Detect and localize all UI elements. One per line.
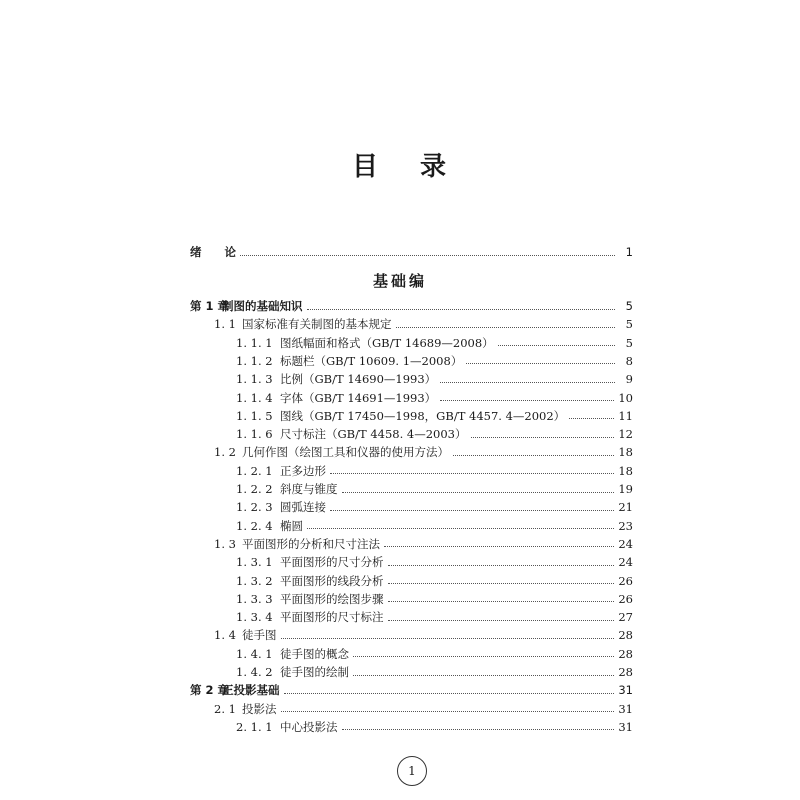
toc-entry-number: 1. 1. 4 [236,390,273,405]
toc-entry-intro[interactable] [190,243,633,261]
toc-entry-page: 21 [618,500,633,515]
toc-entry-title: 几何作图（绘图工具和仪器的使用方法） [242,445,449,460]
toc-entry-page: 24 [618,536,633,551]
toc-entry[interactable] [190,645,633,663]
toc-entry[interactable] [190,498,633,516]
leader-dots [471,437,615,438]
toc-entry[interactable] [190,370,633,388]
leader-dots [284,693,615,694]
toc-entry-page: 9 [625,372,633,387]
toc-entry-title: 斜度与锥度 [280,482,338,496]
leader-dots [388,601,615,602]
toc-entry[interactable] [190,663,633,681]
toc-entry-number: 1. 1 [214,317,236,332]
toc-entry-title: 正多边形 [280,463,326,478]
leader-dots [330,510,614,511]
toc-entry-title: 尺寸标注（GB/T 4458. 4—2003） [280,427,467,442]
toc-entry-title: 徒手图 [242,628,277,643]
toc-entry-number: 1. 3. 1 [236,555,273,570]
toc-entry[interactable] [190,553,633,571]
title-char-1: 目 [351,152,380,182]
toc-entry-page: 23 [618,518,633,533]
toc-entry-page: 31 [618,683,633,698]
toc-entry-number: 1. 2. 4 [236,518,273,533]
leader-dots [498,345,615,346]
toc-entry-page: 27 [618,610,633,625]
leader-dots [388,565,615,566]
toc-entry[interactable] [190,334,633,352]
toc-entry[interactable] [190,407,633,425]
toc-entry-number: 1. 2 [214,445,236,460]
leader-dots [396,327,616,328]
toc-entry-number: 1. 3. 3 [236,591,273,606]
toc-entry-number: 第 2 章 [190,683,230,698]
leader-dots [353,656,614,657]
toc-entry-title: 国家标准有关制图的基本规定 [242,317,392,332]
page-number: 1 [408,764,416,778]
toc-entry-number: 1. 2. 1 [236,463,273,478]
leader-dots [240,255,615,256]
toc-entry-title: 徒手图的绘制 [280,665,349,679]
toc-entry-number: 1. 2. 2 [236,482,273,496]
toc-entry-title: 平面图形的线段分析 [280,573,384,588]
toc-entry-page: 1 [625,245,633,259]
toc-entry[interactable] [190,352,633,370]
toc-entry-number: 2. 1. 1 [236,719,273,734]
leader-dots [353,675,614,676]
toc-entry-number: 1. 4 [214,628,236,643]
toc-entry-number: 1. 1. 2 [236,353,273,368]
toc-entry[interactable] [190,718,633,736]
toc-entry-number: 1. 1. 5 [236,408,273,423]
toc-entry[interactable] [190,590,633,608]
toc-entry[interactable] [190,681,633,699]
leader-dots [440,382,615,383]
leader-dots [569,418,614,419]
toc-entry-title: 徒手图的概念 [280,646,349,661]
toc-entry-title: 字体（GB/T 14691—1993） [280,390,437,405]
toc-entry-page: 5 [625,335,633,350]
toc-entry-title: 图线（GB/T 17450—1998，GB/T 4457. 4—2002） [280,408,566,423]
toc-entry-number: 1. 1. 1 [236,335,273,350]
toc-entry-page: 18 [618,445,633,460]
toc-entry-page: 26 [618,573,633,588]
toc-entry-number: 第 1 章 [190,299,230,313]
leader-dots [307,528,614,529]
leader-dots [453,455,614,456]
toc-entry-title: 标题栏（GB/T 10609. 1—2008） [280,353,463,368]
toc-entry-number: 1. 3. 4 [236,610,273,625]
toc-entry-title: 比例（GB/T 14690—1993） [280,372,437,387]
toc-entry-title: 平面图形的绘图步骤 [280,591,384,606]
toc-entry-page: 28 [618,628,633,643]
toc-entry[interactable] [190,389,633,407]
leader-dots [330,473,614,474]
toc-entry-number: 1. 4. 1 [236,646,273,661]
toc-entry-title: 制图的基础知识 [222,299,303,313]
toc-entry-number: 1. 1. 3 [236,372,273,387]
leader-dots [388,583,615,584]
toc-entry-title: 圆弧连接 [280,500,326,515]
leader-dots [388,620,615,621]
toc-entry-page: 28 [618,646,633,661]
toc-entry[interactable] [190,297,633,315]
toc-entry[interactable] [190,443,633,461]
toc-entry-title: 平面图形的尺寸分析 [280,555,384,570]
toc-entry-page: 28 [618,665,633,679]
title-char-2: 录 [420,152,449,182]
toc-entry-number: 1. 2. 3 [236,500,273,515]
toc-entry-page: 12 [618,427,633,442]
toc-entry-page: 24 [618,555,633,570]
toc-entry[interactable] [190,535,633,553]
toc-entry-number: 1. 1. 6 [236,427,273,442]
leader-dots [342,492,615,493]
toc-entry-title: 中心投影法 [280,719,338,734]
page-title [0,146,800,183]
toc-entry[interactable] [190,462,633,480]
toc-entry-title: 图纸幅面和格式（GB/T 14689—2008） [280,335,494,350]
toc-entry-title: 正投影基础 [222,683,280,698]
page-number-badge [397,756,427,786]
toc-entry-title: 平面图形的分析和尺寸注法 [242,536,380,551]
toc-entry-page: 31 [618,719,633,734]
leader-dots [342,729,615,730]
leader-dots [384,546,614,547]
toc-entry-page: 5 [625,317,633,332]
toc-entry-title: 平面图形的尺寸标注 [280,610,384,625]
toc-entry-page: 19 [618,482,633,496]
toc-entry[interactable] [190,572,633,590]
leader-dots [281,638,615,639]
toc-entry-page: 26 [618,591,633,606]
toc-entry[interactable] [190,700,633,718]
toc-entry-page: 5 [625,299,633,313]
toc-entry-number: 1. 4. 2 [236,665,273,679]
leader-dots [440,400,614,401]
toc-entry-number: 2. 1 [214,701,236,716]
toc-entry-page: 31 [618,701,633,716]
leader-dots [466,363,615,364]
toc-entry-page: 11 [618,408,633,423]
toc-entry[interactable] [190,480,633,498]
toc-entry[interactable] [190,315,633,333]
toc-entry-number: 1. 3. 2 [236,573,273,588]
toc-entry[interactable] [190,626,633,644]
leader-dots [307,309,616,310]
toc-entry-number: 1. 3 [214,536,236,551]
toc-entry[interactable] [190,608,633,626]
toc-entry-page: 10 [618,390,633,405]
toc-entry-number: 绪 论 [190,245,236,259]
toc-entry-page: 8 [625,353,633,368]
toc-entry-page: 18 [618,463,633,478]
toc-entry-title: 投影法 [242,701,277,716]
leader-dots [281,711,615,712]
toc-entry[interactable] [190,517,633,535]
section-heading: 基础编 [372,272,427,290]
toc-entry[interactable] [190,425,633,443]
toc-entry-title: 椭圆 [280,518,303,533]
